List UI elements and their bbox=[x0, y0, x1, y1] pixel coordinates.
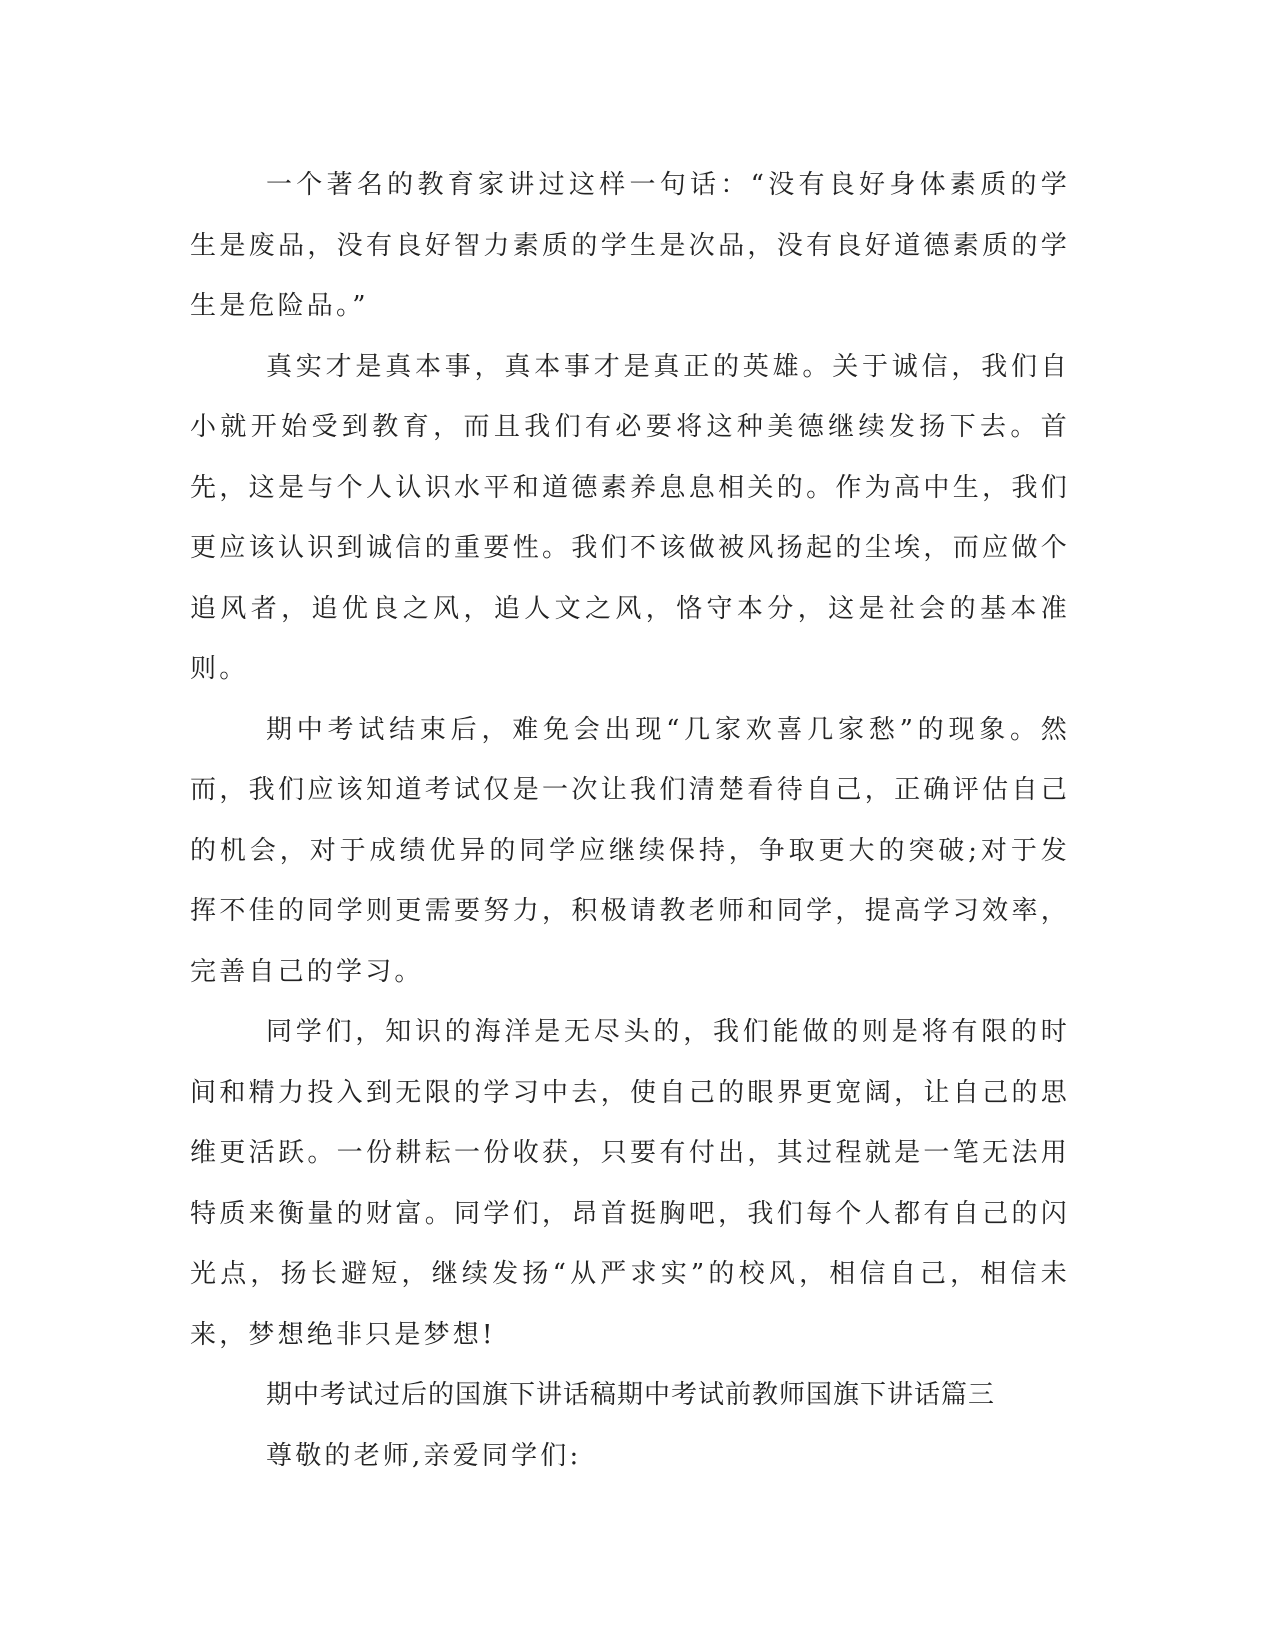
paragraph-educator-quote: 一个著名的教育家讲过这样一句话：“没有良好身体素质的学生是废品，没有良好智力素质的学生是次品，没有良好道德素质的学生是危险品。” bbox=[190, 170, 1070, 321]
paragraph-honesty: 真实才是真本事，真本事才是真正的英雄。关于诚信，我们自小就开始受到教育，而且我们有必要将这种美德继续发扬下去。首先，这是与个人认识水平和道德素养息息相关的。作为高中生，我们更应该认识到诚信的重要性。我们不该做被风扬起的尘埃，而应做个追风者，追优良之风，追人文之风，恪守本分，这是社会的基本准则。 bbox=[190, 351, 1070, 684]
paragraph-after-exam: 期中考试结束后，难免会出现“几家欢喜几家愁”的现象。然而，我们应该知道考试仅是一次让我们清楚看待自己，正确评估自己的机会，对于成绩优异的同学应继续保持，争取更大的突破;对于发挥不佳的同学则更需要努力，积极请教老师和同学，提高学习效率，完善自己的学习。 bbox=[190, 714, 1070, 987]
paragraph-knowledge: 同学们，知识的海洋是无尽头的，我们能做的则是将有限的时间和精力投入到无限的学习中去，使自己的眼界更宽阔，让自己的思维更活跃。一份耕耘一份收获，只要有付出，其过程就是一笔无法用特质来衡量的财富。同学们，昂首挺胸吧，我们每个人都有自己的闪光点，扬长避短，继续发扬“从严求实”的校风，相信自己，相信未来，梦想绝非只是梦想! bbox=[190, 1017, 1070, 1350]
document-body bbox=[190, 155, 1070, 1486]
section-heading: 期中考试过后的国旗下讲话稿期中考试前教师国旗下讲话篇三 bbox=[266, 1380, 996, 1410]
salutation: 尊敬的老师,亲爱同学们: bbox=[266, 1440, 582, 1471]
